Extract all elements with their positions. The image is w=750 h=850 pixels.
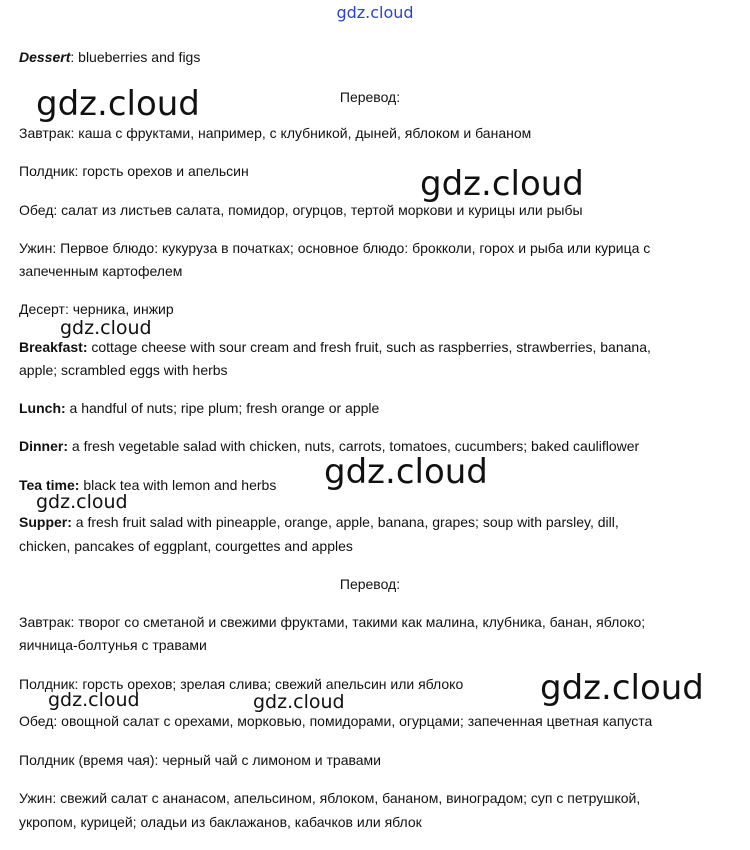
en-supper-line2: chicken, pancakes of eggplant, courgettes and apples [19,538,353,554]
translation-heading: Перевод: [339,89,401,105]
en-breakfast-line2: apple; scrambled eggs with herbs [19,362,228,378]
ru-dessert: Десерт: черника, инжир [19,301,174,317]
watermark: gdz.cloud [48,689,140,711]
en-dinner [19,435,639,458]
watermark: gdz.cloud [420,164,584,204]
en-breakfast-line1 [19,336,651,359]
watermark: gdz.cloud [324,452,488,492]
en-tea-time [19,474,276,497]
breakfast-text: cottage cheese with sour cream and fresh fruit, such as raspberries, strawberries, banana, [87,339,651,355]
supper-label: Supper: [19,514,72,530]
dessert-text: : blueberries and figs [70,49,201,65]
ru2-breakfast-line2: яичница-болтунья с травами [19,637,207,653]
ru2-tea: Полдник (время чая): черный чай с лимоном и травами [19,752,382,768]
dinner-label: Dinner: [19,438,68,454]
dinner-text: a fresh vegetable salad with chicken, nuts, carrots, tomatoes, cucumbers; baked cauliflower [68,438,640,454]
breakfast-label: Breakfast: [19,339,88,355]
ru-lunch: Обед: салат из листьев салата, помидор, огурцов, тертой моркови и курицы или рыбы [19,202,583,218]
ru2-supper-line2: укропом, курицей; оладьи из баклажанов, кабачков или яблок [19,814,422,830]
ru2-breakfast-line1: Завтрак: творог со сметаной и свежими фруктами, такими как малина, клубника, банан, яблоко; [19,614,646,630]
ru2-supper-line1: Ужин: свежий салат с ананасом, апельсином, яблоком, бананом, виноградом; суп с петрушкой, [19,790,641,806]
dessert-line-en [19,46,200,69]
lunch-text: a handful of nuts; ripe plum; fresh orange or apple [65,400,380,416]
watermark: gdz.cloud [36,491,128,513]
en-supper-line1 [19,511,619,534]
watermark: gdz.cloud [540,668,704,708]
ru-dinner-line2: запеченным картофелем [19,263,183,279]
supper-text: a fresh fruit salad with pineapple, orange, apple, banana, grapes; soup with parsley, dill, [71,514,619,530]
watermark-top: gdz.cloud [336,3,414,22]
translation-heading-2: Перевод: [339,576,401,592]
tea-text: black tea with lemon and herbs [79,477,277,493]
en-lunch [19,397,379,420]
watermark: gdz.cloud [253,691,345,713]
ru2-lunch: Обед: овощной салат с орехами, морковью, помидорами, огурцами; запеченная цветная капуста [19,713,653,729]
watermark: gdz.cloud [36,84,200,124]
ru-dinner-line1: Ужин: Первое блюдо: кукуруза в початках; основное блюдо: брокколи, горох и рыба или курица с [19,240,651,256]
ru-breakfast: Завтрак: каша с фруктами, например, с клубникой, дыней, яблоком и бананом [19,125,532,141]
watermark: gdz.cloud [60,317,152,339]
dessert-label: Dessert [19,49,71,65]
ru-snack: Полдник: горсть орехов и апельсин [19,163,249,179]
lunch-label: Lunch: [19,400,66,416]
tea-label: Tea time: [19,477,80,493]
ru2-snack: Полдник: горсть орехов; зрелая слива; свежий апельсин или яблоко [19,676,464,692]
